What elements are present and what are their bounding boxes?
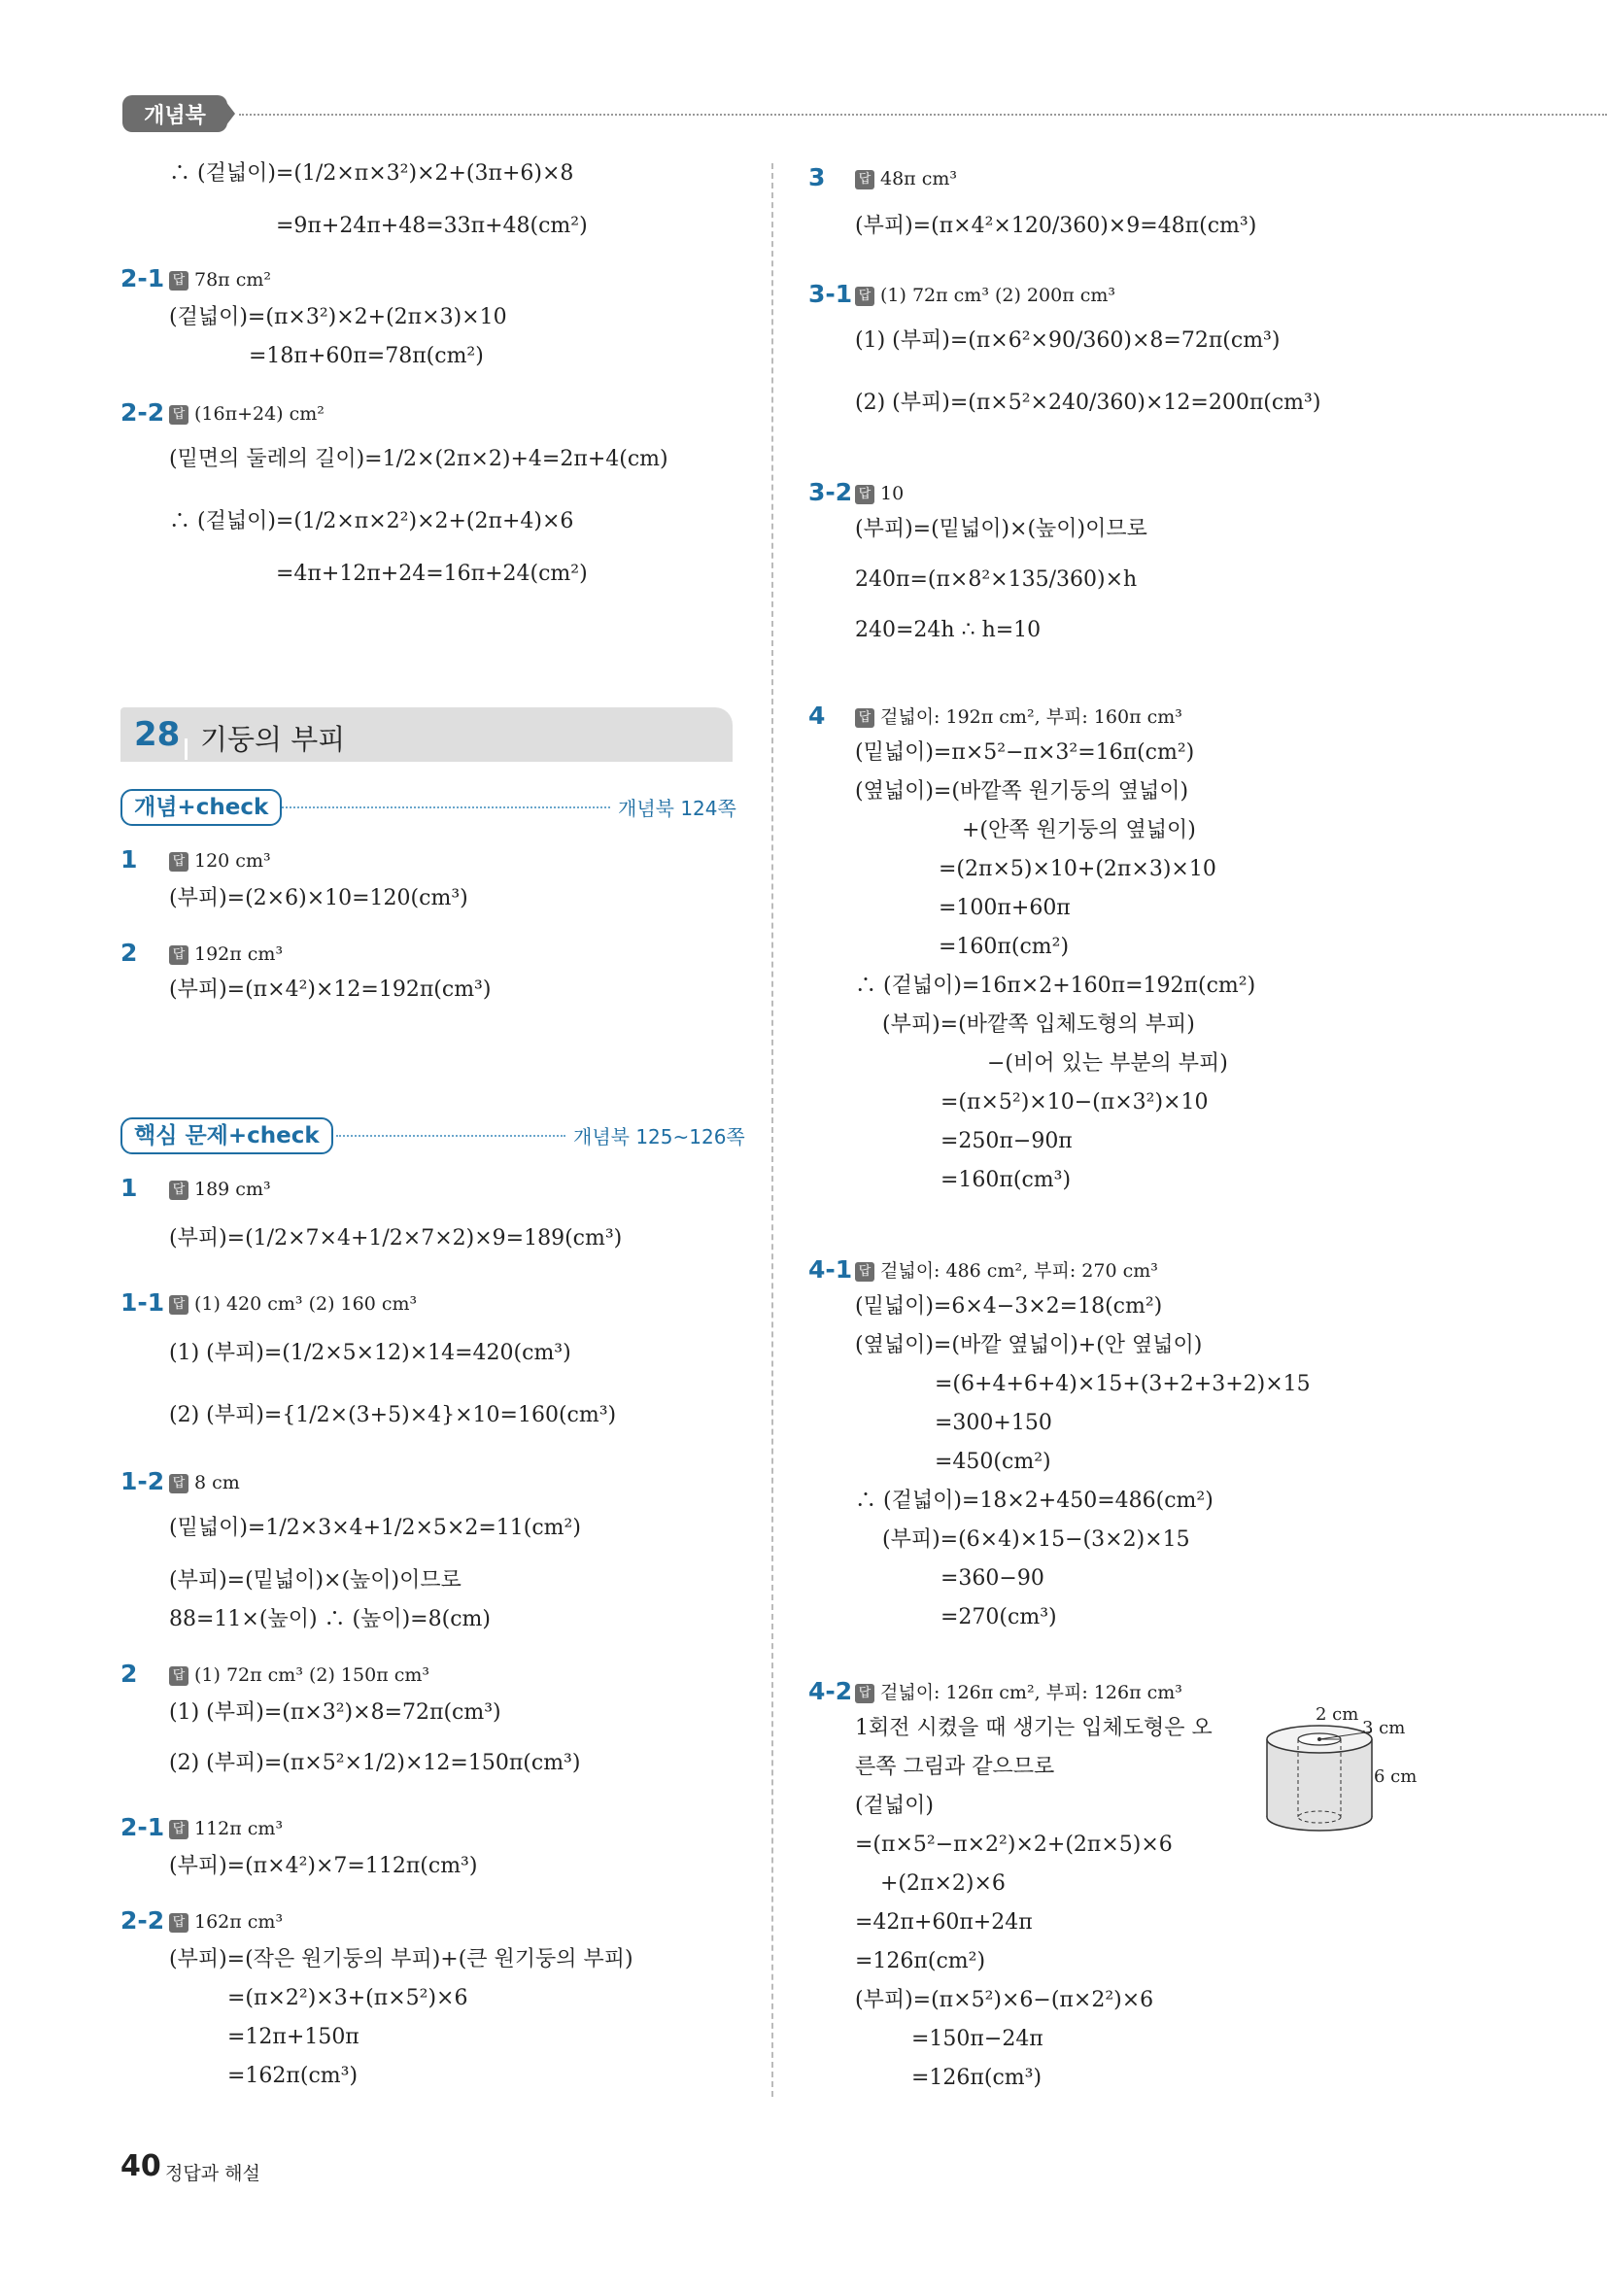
answer-icon: 답: [169, 945, 188, 965]
solution-line: 1회전 시켰을 때 생기는 입체도형은 오: [855, 1716, 1213, 1740]
solution-line: =9π+24π+48=33π+48(cm²): [276, 214, 588, 238]
solution-line: (부피)=(π×5²)×6−(π×2²)×6: [855, 1988, 1154, 2012]
solution-line: 240=24h ∴ h=10: [855, 618, 1042, 642]
solution-line: 88=11×(높이) ∴ (높이)=8(cm): [169, 1607, 491, 1631]
problem-number: 1: [120, 845, 138, 874]
solution-line: =160π(cm²): [939, 935, 1070, 959]
solution-line: ∴ (겉넓이)=16π×2+160π=192π(cm²): [855, 974, 1256, 998]
hollow-cylinder-figure: [1259, 1704, 1424, 1846]
answer-line: 답 10: [855, 481, 904, 506]
problem-number: 2: [120, 1660, 138, 1688]
problem-number: 3-2: [808, 478, 853, 506]
solution-line: =126π(cm³): [911, 2066, 1043, 2090]
solution-line: (옆넓이)=(바깥 옆넓이)+(안 옆넓이): [855, 1333, 1203, 1357]
answer-icon: 답: [169, 1474, 188, 1493]
solution-line: (1) (부피)=(π×3²)×8=72π(cm³): [169, 1700, 501, 1725]
answer-icon: 답: [169, 1181, 188, 1200]
section-number: 28: [134, 715, 181, 754]
core-check-label: 핵심 문제+check: [120, 1117, 333, 1154]
solution-line: =(2π×5)×10+(2π×3)×10: [939, 857, 1216, 881]
problem-number: 2-2: [120, 1906, 165, 1935]
solution-line: =150π−24π: [911, 2027, 1043, 2051]
solution-line: (부피)=(2×6)×10=120(cm³): [169, 886, 468, 910]
problem-number: 2-1: [120, 264, 165, 292]
answer-icon: 답: [169, 271, 188, 291]
solution-line: (겉넓이): [855, 1794, 934, 1818]
solution-line: (부피)=(6×4)×15−(3×2)×15: [882, 1527, 1190, 1552]
solution-line: =126π(cm²): [855, 1949, 986, 1973]
solution-line: (밑면의 둘레의 길이)=1/2×(2π×2)+4=2π+4(cm): [169, 447, 668, 471]
solution-line: =(π×5²)×10−(π×3²)×10: [940, 1090, 1209, 1114]
figure-label: 3 cm: [1362, 1718, 1406, 1738]
solution-line: =100π+60π: [939, 896, 1071, 920]
solution-line: =(π×2²)×3+(π×5²)×6: [227, 1986, 468, 2010]
solution-line: (1) (부피)=(π×6²×90/360)×8=72π(cm³): [855, 328, 1281, 353]
solution-line: (2) (부피)=(π×5²×1/2)×12=150π(cm³): [169, 1751, 581, 1775]
answer-line: 답 162π cm³: [169, 1909, 283, 1935]
solution-line: (부피)=(π×4²)×12=192π(cm³): [169, 977, 492, 1002]
answer-icon: 답: [169, 852, 188, 872]
solution-line: =160π(cm³): [940, 1168, 1072, 1192]
answer-line: 답 겉넓이: 486 cm², 부피: 270 cm³: [855, 1258, 1158, 1284]
answer-line: 답 겉넓이: 192π cm², 부피: 160π cm³: [855, 704, 1182, 730]
solution-line: (부피)=(밑넓이)×(높이)이므로: [855, 517, 1147, 541]
solution-line: =12π+150π: [227, 2025, 359, 2049]
solution-line: 240π=(π×8²×135/360)×h: [855, 567, 1138, 592]
solution-line: =42π+60π+24π: [855, 1910, 1033, 1935]
figure-label: 2 cm: [1316, 1704, 1359, 1725]
solution-line: =162π(cm³): [227, 2064, 359, 2088]
problem-number: 2-1: [120, 1813, 165, 1841]
answer-line: 답 겉넓이: 126π cm², 부피: 126π cm³: [855, 1680, 1182, 1705]
solution-line: =(π×5²−π×2²)×2+(2π×5)×6: [855, 1833, 1173, 1857]
answer-line: 답 (16π+24) cm²: [169, 401, 325, 427]
solution-line: =300+150: [935, 1411, 1052, 1435]
answer-icon: 답: [855, 287, 874, 306]
core-check-dots: [336, 1135, 565, 1137]
problem-number: 4-2: [808, 1677, 853, 1705]
answer-icon: 답: [855, 708, 874, 728]
solution-line: (1) (부피)=(1/2×5×12)×14=420(cm³): [169, 1341, 571, 1365]
core-check-ref: 개념북 125~126쪽: [573, 1125, 745, 1148]
solution-line: =18π+60π=78π(cm²): [249, 344, 484, 368]
problem-number: 4: [808, 702, 826, 730]
solution-line: (부피)=(밑넓이)×(높이)이므로: [169, 1568, 462, 1593]
solution-line: (2) (부피)={1/2×(3+5)×4}×10=160(cm³): [169, 1403, 617, 1427]
solution-line: (부피)=(π×4²×120/360)×9=48π(cm³): [855, 214, 1257, 238]
problem-number: 2: [120, 939, 138, 967]
solution-line: (부피)=(바깥쪽 입체도형의 부피): [882, 1012, 1195, 1037]
answer-icon: 답: [855, 485, 874, 504]
answer-line: 답 8 cm: [169, 1470, 240, 1495]
answer-line: 답 78π cm²: [169, 267, 271, 292]
solution-line: −(비어 있는 부분의 부피): [987, 1051, 1228, 1076]
concept-check-label: 개념+check: [120, 789, 282, 826]
problem-number: 2-2: [120, 398, 165, 427]
answer-line: 답 112π cm³: [169, 1816, 283, 1841]
solution-line: =4π+12π+24=16π+24(cm²): [276, 562, 588, 586]
header-divider: [239, 114, 1607, 116]
solution-line: =(6+4+6+4)×15+(3+2+3+2)×15: [935, 1372, 1311, 1396]
section-divider: [185, 738, 188, 760]
solution-line: ∴ (겉넓이)=18×2+450=486(cm²): [855, 1489, 1214, 1513]
page-number: 40: [120, 2149, 161, 2183]
answer-icon: 답: [169, 405, 188, 425]
problem-number: 1: [120, 1174, 138, 1202]
answer-icon: 답: [169, 1666, 188, 1686]
solution-line: +(2π×2)×6: [880, 1871, 1006, 1896]
concept-check-dots: [282, 806, 610, 808]
solution-line: (옆넓이)=(바깥쪽 원기둥의 옆넓이): [855, 779, 1189, 804]
answer-line: 답 189 cm³: [169, 1177, 271, 1202]
answer-icon: 답: [169, 1913, 188, 1933]
solution-line: =360−90: [940, 1566, 1044, 1591]
answer-line: 답 (1) 420 cm³ (2) 160 cm³: [169, 1291, 417, 1317]
problem-number: 4-1: [808, 1255, 853, 1284]
problem-number: 3: [808, 163, 826, 191]
answer-icon: 답: [169, 1295, 188, 1315]
solution-line: =270(cm³): [940, 1605, 1057, 1629]
section-title: 기둥의 부피: [200, 723, 346, 756]
solution-line: (겉넓이)=(π×3²)×2+(2π×3)×10: [169, 305, 507, 329]
problem-number: 3-1: [808, 280, 853, 308]
header-tab: 개념북: [122, 95, 227, 132]
answer-line: 답 (1) 72π cm³ (2) 200π cm³: [855, 283, 1115, 308]
answer-line: 답 192π cm³: [169, 942, 283, 967]
header-tab-arrow: [225, 101, 235, 126]
solution-line: (부피)=(π×4²)×7=112π(cm³): [169, 1854, 478, 1878]
solution-line: +(안쪽 원기둥의 옆넓이): [962, 818, 1196, 842]
column-divider: [771, 163, 773, 2097]
concept-check-ref: 개념북 124쪽: [618, 797, 736, 820]
solution-line: ∴ (겉넓이)=(1/2×π×2²)×2+(2π+4)×6: [169, 509, 574, 533]
answer-icon: 답: [855, 170, 874, 189]
answer-line: 답 48π cm³: [855, 166, 957, 191]
solution-line: (부피)=(작은 원기둥의 부피)+(큰 원기둥의 부피): [169, 1947, 633, 1971]
solution-line: =250π−90π: [940, 1129, 1073, 1153]
problem-number: 1-2: [120, 1467, 165, 1495]
answer-icon: 답: [169, 1820, 188, 1839]
solution-line: (2) (부피)=(π×5²×240/360)×12=200π(cm³): [855, 391, 1321, 415]
problem-number: 1-1: [120, 1288, 165, 1317]
solution-line: (밑넓이)=π×5²−π×3²=16π(cm²): [855, 740, 1195, 765]
solution-line: =450(cm²): [935, 1450, 1051, 1474]
answer-icon: 답: [855, 1684, 874, 1703]
solution-line: (부피)=(1/2×7×4+1/2×7×2)×9=189(cm³): [169, 1226, 623, 1251]
answer-line: 답 120 cm³: [169, 848, 271, 874]
figure-label: 6 cm: [1374, 1766, 1418, 1787]
answer-icon: 답: [855, 1262, 874, 1282]
solution-line: 른쪽 그림과 같으므로: [855, 1755, 1055, 1779]
footer-label: 정답과 해설: [165, 2163, 260, 2184]
solution-line: ∴ (겉넓이)=(1/2×π×3²)×2+(3π+6)×8: [169, 161, 574, 186]
solution-line: (밑넓이)=1/2×3×4+1/2×5×2=11(cm²): [169, 1516, 581, 1540]
solution-line: (밑넓이)=6×4−3×2=18(cm²): [855, 1294, 1163, 1319]
answer-line: 답 (1) 72π cm³ (2) 150π cm³: [169, 1662, 429, 1688]
